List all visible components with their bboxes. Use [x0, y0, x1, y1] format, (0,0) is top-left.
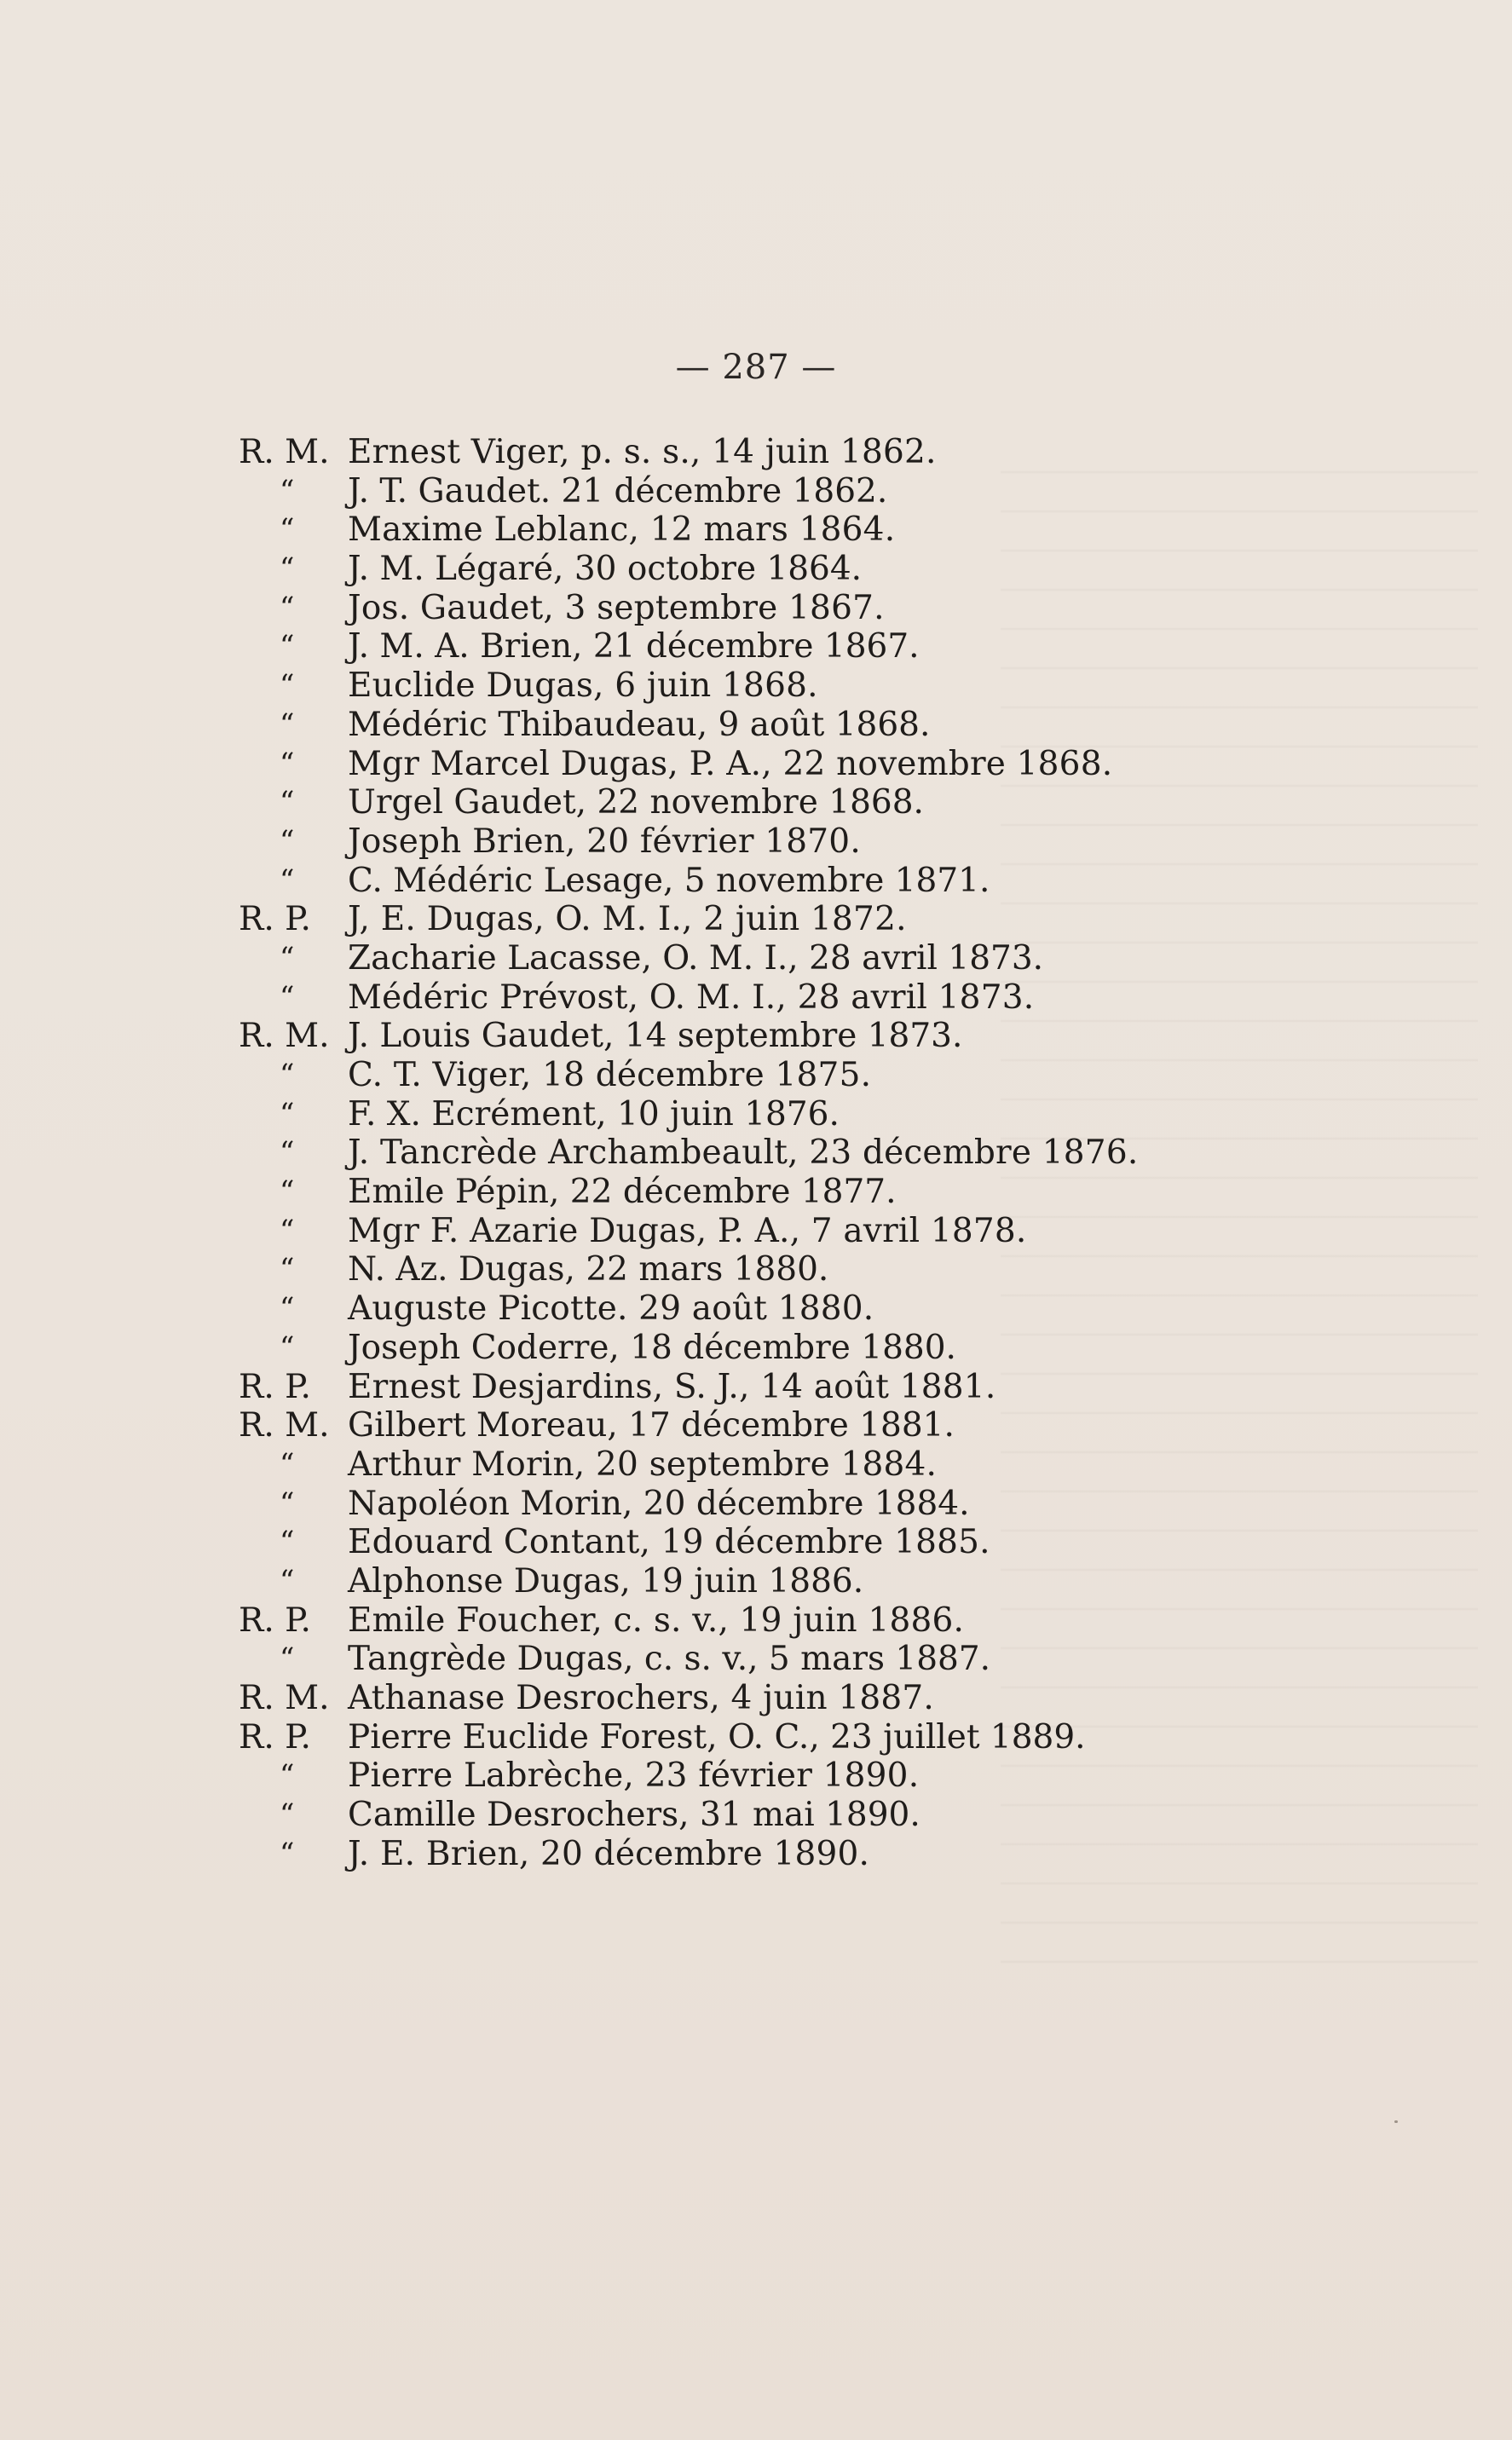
entry-text: Jos. Gaudet, 3 septembre 1867. [348, 588, 885, 627]
list-item [239, 666, 1347, 706]
title-prefix: R. M. [239, 1017, 330, 1056]
ditto-mark: “ [280, 707, 295, 741]
entry-text: Pierre Euclide Forest, O. C., 23 juillet 1889. [348, 1717, 1086, 1756]
entry-text: Ernest Desjardins, S. J., 14 août 1881. [348, 1367, 996, 1406]
list-item [239, 1368, 1347, 1407]
entry-text: Emile Pépin, 22 décembre 1877. [348, 1173, 897, 1212]
ditto-mark: “ [280, 746, 295, 781]
page-number: — 287 — [675, 348, 837, 387]
list-item [239, 550, 1347, 589]
list-item [239, 1601, 1347, 1641]
ditto-mark: “ [280, 1563, 295, 1598]
list-item [239, 433, 1347, 472]
ditto-mark: “ [280, 668, 295, 703]
list-item [239, 1250, 1347, 1289]
title-prefix: R. P. [239, 1601, 311, 1640]
entry-text: Urgel Gaudet, 22 novembre 1868. [348, 783, 924, 822]
list-item [239, 1485, 1347, 1524]
entry-text: Camille Desrochers, 31 mai 1890. [348, 1796, 920, 1835]
list-item [239, 1406, 1347, 1445]
list-item [239, 1835, 1347, 1874]
ditto-mark: “ [280, 1058, 295, 1092]
entry-text: Pierre Labrèche, 23 février 1890. [348, 1756, 920, 1796]
title-prefix: R. M. [239, 1406, 330, 1445]
list-item [239, 862, 1347, 901]
entry-text: Mgr F. Azarie Dugas, P. A., 7 avril 1878. [348, 1211, 1027, 1250]
entry-text: C. T. Viger, 18 décembre 1875. [348, 1056, 872, 1094]
list-item [239, 472, 1347, 511]
list-item [239, 1796, 1347, 1835]
ditto-mark: “ [280, 1525, 295, 1560]
entry-text: Zacharie Lacasse, O. M. I., 28 avril 1873. [348, 938, 1044, 978]
title-prefix: R. P. [239, 1367, 311, 1406]
paper-speck [1394, 2120, 1398, 2123]
ditto-mark: “ [280, 1096, 295, 1131]
list-item [239, 900, 1347, 939]
entry-text: J. E. Brien, 20 décembre 1890. [348, 1834, 870, 1873]
ditto-mark: “ [280, 1797, 295, 1832]
list-item [239, 1212, 1347, 1251]
ditto-mark: “ [280, 512, 295, 547]
list-item [239, 1445, 1347, 1485]
title-prefix: R. P. [239, 900, 311, 939]
list-item [239, 627, 1347, 666]
ditto-mark: “ [280, 862, 295, 897]
entry-text: J, E. Dugas, O. M. I., 2 juin 1872. [348, 900, 907, 939]
entry-text: J. M. A. Brien, 21 décembre 1867. [348, 627, 920, 666]
entry-text: Edouard Contant, 19 décembre 1885. [348, 1523, 990, 1562]
ditto-mark: “ [280, 979, 295, 1014]
entry-text: Athanase Desrochers, 4 juin 1887. [348, 1679, 935, 1717]
entry-text: Alphonse Dugas, 19 juin 1886. [348, 1561, 864, 1601]
title-prefix: R. P. [239, 1717, 311, 1756]
title-prefix: R. M. [239, 433, 330, 471]
list-item [239, 1523, 1347, 1562]
ditto-mark: “ [280, 1641, 295, 1676]
list-item [239, 939, 1347, 978]
ditto-mark: “ [280, 590, 295, 625]
entry-text: C. Médéric Lesage, 5 novembre 1871. [348, 861, 990, 900]
ditto-mark: “ [280, 1174, 295, 1209]
entry-text: J. Louis Gaudet, 14 septembre 1873. [348, 1017, 963, 1056]
title-prefix: R. M. [239, 1679, 330, 1717]
entry-text: J. Tancrède Archambeault, 23 décembre 1876. [348, 1133, 1139, 1173]
entry-text: Joseph Brien, 20 février 1870. [348, 822, 861, 861]
ditto-mark: “ [280, 551, 295, 586]
entry-text: F. X. Ecrément, 10 juin 1876. [348, 1094, 840, 1133]
ditto-mark: “ [280, 629, 295, 664]
list-item [239, 1756, 1347, 1796]
ordination-list [239, 433, 1347, 1873]
entry-text: Euclide Dugas, 6 juin 1868. [348, 666, 818, 706]
ditto-mark: “ [280, 1485, 295, 1520]
list-item [239, 978, 1347, 1018]
ditto-mark: “ [280, 823, 295, 858]
entry-text: N. Az. Dugas, 22 mars 1880. [348, 1250, 829, 1289]
ditto-mark: “ [280, 1446, 295, 1481]
entry-text: Joseph Coderre, 18 décembre 1880. [348, 1328, 956, 1367]
list-item [239, 1718, 1347, 1757]
list-item [239, 1173, 1347, 1212]
entry-text: Médéric Prévost, O. M. I., 28 avril 1873. [348, 978, 1035, 1017]
list-item [239, 1056, 1347, 1095]
entry-text: Gilbert Moreau, 17 décembre 1881. [348, 1406, 955, 1445]
entry-text: Arthur Morin, 20 septembre 1884. [348, 1445, 938, 1484]
list-item [239, 822, 1347, 862]
list-item [239, 706, 1347, 745]
list-item [239, 1095, 1347, 1134]
ditto-mark: “ [280, 1330, 295, 1364]
entry-text: Mgr Marcel Dugas, P. A., 22 novembre 1868. [348, 744, 1113, 783]
entry-text: Emile Foucher, c. s. v., 19 juin 1886. [348, 1601, 965, 1640]
entry-text: Ernest Viger, p. s. s., 14 juin 1862. [348, 433, 937, 471]
ditto-mark: “ [280, 1135, 295, 1170]
entry-text: J. M. Légaré, 30 octobre 1864. [348, 550, 863, 589]
list-item [239, 589, 1347, 628]
ditto-mark: “ [280, 1252, 295, 1287]
list-item [239, 1133, 1347, 1173]
ditto-mark: “ [280, 1291, 295, 1326]
ditto-mark: “ [280, 1213, 295, 1248]
list-item [239, 745, 1347, 784]
list-item [239, 1017, 1347, 1056]
list-item [239, 1289, 1347, 1329]
list-item [239, 1679, 1347, 1718]
list-item [239, 1640, 1347, 1679]
entry-text: J. T. Gaudet. 21 décembre 1862. [348, 471, 888, 510]
entry-text: Maxime Leblanc, 12 mars 1864. [348, 510, 896, 550]
ditto-mark: “ [280, 473, 295, 508]
list-item [239, 1562, 1347, 1601]
ditto-mark: “ [280, 1836, 295, 1871]
ditto-mark: “ [280, 1758, 295, 1793]
entry-text: Médéric Thibaudeau, 9 août 1868. [348, 705, 931, 744]
ditto-mark: “ [280, 940, 295, 975]
ditto-mark: “ [280, 785, 295, 820]
list-item [239, 1329, 1347, 1368]
entry-text: Auguste Picotte. 29 août 1880. [348, 1289, 874, 1329]
entry-text: Tangrède Dugas, c. s. v., 5 mars 1887. [348, 1640, 991, 1679]
list-item [239, 783, 1347, 822]
list-item [239, 510, 1347, 550]
entry-text: Napoléon Morin, 20 décembre 1884. [348, 1484, 970, 1523]
